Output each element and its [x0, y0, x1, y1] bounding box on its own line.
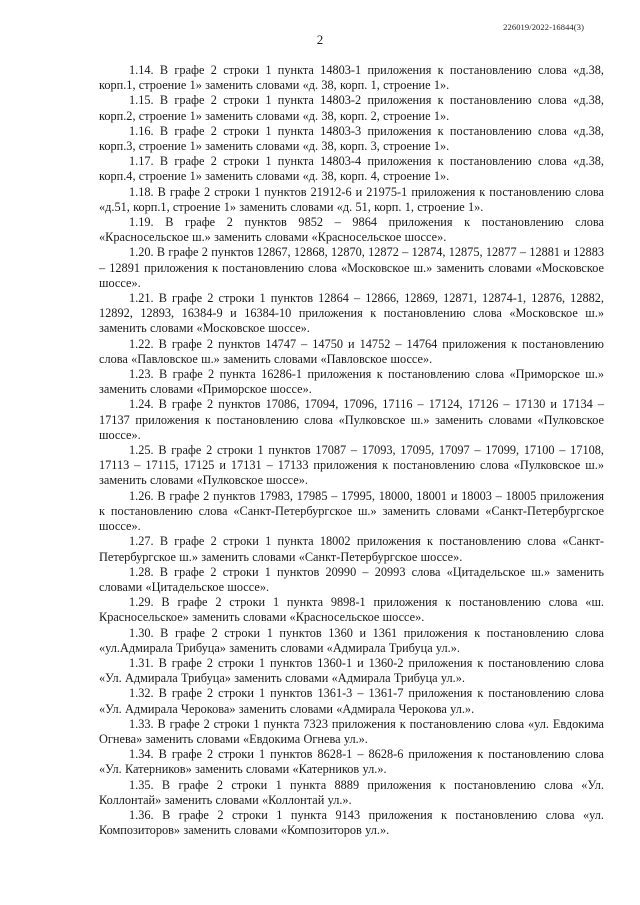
paragraph: 1.14. В графе 2 строки 1 пункта 14803-1 приложения к постановлению слова «д.38, корп.1, строение 1» заменить словами «д. 38, корп. 1, строение 1». [99, 63, 604, 93]
paragraph: 1.24. В графе 2 пунктов 17086, 17094, 17096, 17116 – 17124, 17126 – 17130 и 17134 – 17137 приложения к постановлению слова «Пулковское ш.» заменить словами «Пулковское шоссе». [99, 397, 604, 442]
paragraph: 1.25. В графе 2 строки 1 пунктов 17087 – 17093, 17095, 17097 – 17099, 17100 – 17108, 17113 – 17115, 17125 и 17131 – 17133 приложения к постановлению слова «Пулковское ш.» заменить словами «Пулковское шоссе». [99, 443, 604, 488]
paragraph: 1.33. В графе 2 строки 1 пункта 7323 приложения к постановлению слова «ул. Евдокима Огнева» заменить словами «Евдокима Огнева ул.». [99, 716, 604, 746]
paragraph: 1.21. В графе 2 строки 1 пунктов 12864 – 12866, 12869, 12871, 12874-1, 12876, 12882, 12892, 12893, 16384-9 и 16384-10 приложения к постановлению слова «Московское ш.» заменить словами «Московское шоссе». [99, 291, 604, 336]
paragraph: 1.23. В графе 2 пункта 16286-1 приложения к постановлению слова «Приморское ш.» заменить словами «Приморское шоссе». [99, 367, 604, 397]
paragraph: 1.29. В графе 2 строки 1 пункта 9898-1 приложения к постановлению слова «ш. Красносельское» заменить словами «Красносельское шоссе». [99, 595, 604, 625]
paragraph: 1.32. В графе 2 строки 1 пунктов 1361-3 – 1361-7 приложения к постановлению слова «Ул. Адмирала Черокова» заменить словами «Адмирала Черокова ул.». [99, 686, 604, 716]
paragraph: 1.18. В графе 2 строки 1 пунктов 21912-6 и 21975-1 приложения к постановлению слова «д.51, корп.1, строение 1» заменить словами «д. 51, корп. 1, строение 1». [99, 184, 604, 214]
document-body [99, 63, 604, 838]
paragraph: 1.28. В графе 2 строки 1 пунктов 20990 – 20993 слова «Цитадельское ш.» заменить словами «Цитадельское шоссе». [99, 564, 604, 594]
paragraph: 1.16. В графе 2 строки 1 пункта 14803-3 приложения к постановлению слова «д.38, корп.3, строение 1» заменить словами «д. 38, корп. 3, строение 1». [99, 123, 604, 154]
paragraph: 1.20. В графе 2 пунктов 12867, 12868, 12870, 12872 – 12874, 12875, 12877 – 12881 и 12883 – 12891 приложения к постановлению слова «Московское ш.» заменить словами «Московское шоссе». [99, 245, 604, 290]
paragraph: 1.26. В графе 2 пунктов 17983, 17985 – 17995, 18000, 18001 и 18003 – 18005 приложения к постановлению слова «Санкт-Петербургское ш.» заменить словами «Санкт-Петербургское шоссе». [99, 488, 604, 534]
paragraph: 1.36. В графе 2 строки 1 пункта 9143 приложения к постановлению слова «ул. Композиторов» заменить словами «Композиторов ул.». [99, 807, 604, 838]
paragraph: 1.15. В графе 2 строки 1 пункта 14803-2 приложения к постановлению слова «д.38, корп.2, строение 1» заменить словами «д. 38, корп. 2, строение 1». [99, 93, 604, 123]
paragraph: 1.34. В графе 2 строки 1 пунктов 8628-1 – 8628-6 приложения к постановлению слова «Ул. Катерников» заменить словами «Катерников ул.». [99, 747, 604, 777]
document-id: 226019/2022-16844(3) [503, 22, 584, 32]
paragraph: 1.30. В графе 2 строки 1 пунктов 1360 и 1361 приложения к постановлению слова «ул.Адмирала Трибуца» заменить словами «Адмирала Трибуца ул.». [99, 625, 604, 655]
paragraph: 1.31. В графе 2 строки 1 пунктов 1360-1 и 1360-2 приложения к постановлению слова «Ул. Адмирала Трибуца» заменить словами «Адмирала Трибуца ул.». [99, 655, 604, 686]
page-number: 2 [316, 32, 324, 47]
paragraph: 1.35. В графе 2 строки 1 пункта 8889 приложения к постановлению слова «Ул. Коллонтай» заменить словами «Коллонтай ул.». [99, 777, 604, 807]
paragraph: 1.19. В графе 2 пунктов 9852 – 9864 приложения к постановлению слова «Красносельское ш.» заменить словами «Красносельское шоссе». [99, 215, 604, 245]
paragraph: 1.22. В графе 2 пунктов 14747 – 14750 и 14752 – 14764 приложения к постановлению слова «Павловское ш.» заменить словами «Павловское шоссе». [99, 336, 604, 366]
paragraph: 1.17. В графе 2 строки 1 пункта 14803-4 приложения к постановлению слова «д.38, корп.4, строение 1» заменить словами «д. 38, корп. 4, строение 1». [99, 154, 604, 184]
paragraph: 1.27. В графе 2 строки 1 пункта 18002 приложения к постановлению слова «Санкт-Петербургское ш.» заменить словами «Санкт-Петербургское шоссе». [99, 534, 604, 564]
